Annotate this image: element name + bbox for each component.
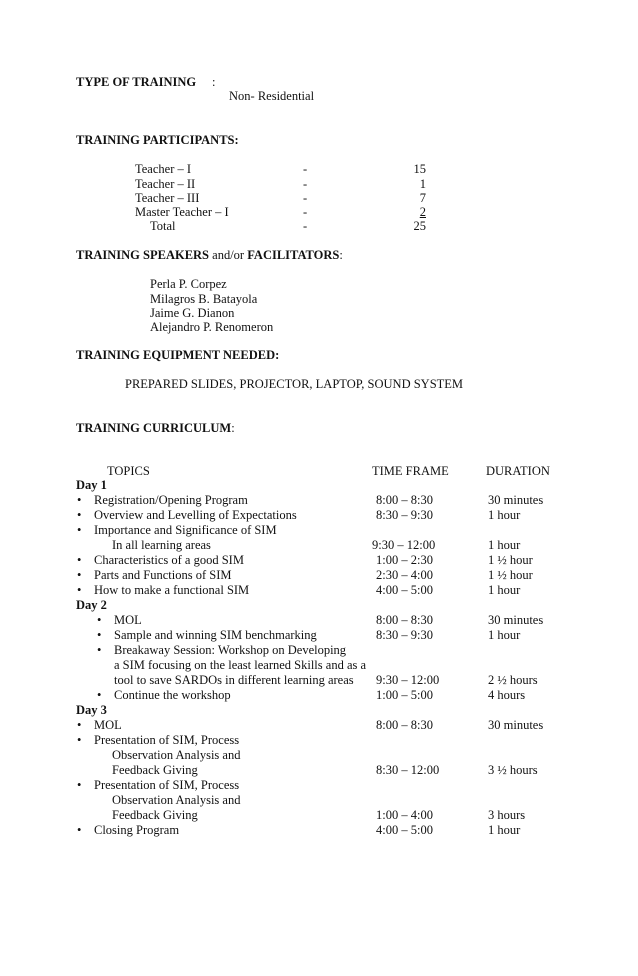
participant-role: Master Teacher – I — [135, 205, 229, 219]
speaker-name: Alejandro P. Renomeron — [150, 320, 274, 334]
topic-continuation: Feedback Giving — [112, 763, 198, 777]
day-2-label: Day 2 — [76, 598, 107, 612]
time-frame: 1:00 – 4:00 — [376, 808, 433, 822]
speaker-name: Perla P. Corpez — [150, 277, 227, 291]
time-frame: 8:30 – 9:30 — [376, 628, 433, 642]
participant-dash: - — [303, 205, 308, 219]
participants-heading: TRAINING PARTICIPANTS: — [76, 133, 239, 147]
time-frame: 8:00 – 8:30 — [376, 718, 433, 732]
duration: 1 hour — [488, 628, 521, 642]
topic-continuation: a SIM focusing on the least learned Skills and as a — [114, 658, 367, 672]
col-time-frame: TIME FRAME — [372, 464, 449, 478]
participants-total-dash: - — [303, 219, 308, 233]
participants-total-label: Total — [150, 219, 176, 233]
topic-item: • Overview and Levelling of Expectations — [94, 508, 297, 523]
time-frame: 1:00 – 5:00 — [376, 688, 433, 702]
topic-item: • Presentation of SIM, Process — [94, 733, 239, 748]
speakers-heading-part: FACILITATORS — [247, 248, 340, 262]
time-frame: 1:00 – 2:30 — [376, 553, 433, 567]
col-duration: DURATION — [486, 464, 550, 478]
duration: 4 hours — [488, 688, 526, 702]
participant-dash: - — [303, 191, 308, 205]
equipment-heading: TRAINING EQUIPMENT NEEDED: — [76, 348, 280, 362]
col-topics: TOPICS — [107, 464, 150, 478]
topic-item: • Closing Program — [94, 823, 179, 838]
speaker-name: Milagros B. Batayola — [150, 292, 258, 306]
duration: 1 hour — [488, 538, 521, 552]
duration: 3 hours — [488, 808, 526, 822]
curriculum-heading-text: TRAINING CURRICULUM — [76, 421, 232, 435]
duration: 1 ½ hour — [488, 568, 533, 582]
time-frame: 4:00 – 5:00 — [376, 583, 433, 597]
speakers-heading-part: TRAINING SPEAKERS — [76, 248, 210, 262]
topic-continuation: Observation Analysis and — [112, 793, 241, 807]
time-frame: 2:30 – 4:00 — [376, 568, 433, 582]
participant-count: 1 — [419, 177, 426, 191]
type-of-training-value: Non- Residential — [229, 89, 315, 103]
time-frame: 8:30 – 9:30 — [376, 508, 433, 522]
topic-item: • Parts and Functions of SIM — [94, 568, 232, 583]
type-of-training-colon: : — [212, 75, 216, 89]
topic-item: • Continue the workshop — [114, 688, 231, 703]
curriculum-heading-colon: : — [231, 421, 235, 435]
speakers-heading-part: : — [339, 248, 343, 262]
participant-count: 7 — [419, 191, 426, 205]
participant-count: 2 — [419, 205, 426, 219]
participant-role: Teacher – I — [135, 162, 192, 176]
curriculum-heading — [76, 421, 235, 436]
duration: 2 ½ hours — [488, 673, 538, 687]
duration: 3 ½ hours — [488, 763, 538, 777]
topic-item: • MOL — [94, 718, 122, 733]
time-frame: 9:30 – 12:00 — [372, 538, 436, 552]
participant-count: 15 — [413, 162, 426, 176]
topic-item: • Importance and Significance of SIM — [94, 523, 277, 538]
time-frame: 4:00 – 5:00 — [376, 823, 433, 837]
topic-continuation: In all learning areas — [112, 538, 211, 552]
duration: 30 minutes — [488, 718, 544, 732]
topic-item: • Sample and winning SIM benchmarking — [114, 628, 317, 643]
topic-item: • Characteristics of a good SIM — [94, 553, 244, 568]
participant-dash: - — [303, 162, 308, 176]
duration: 1 hour — [488, 508, 521, 522]
duration: 1 hour — [488, 823, 521, 837]
topic-item: • Presentation of SIM, Process — [94, 778, 239, 793]
participant-dash: - — [303, 177, 308, 191]
topic-item: • Registration/Opening Program — [94, 493, 248, 508]
duration: 1 ½ hour — [488, 553, 533, 567]
duration: 1 hour — [488, 583, 521, 597]
time-frame: 8:00 – 8:30 — [376, 493, 433, 507]
topic-item: • MOL — [114, 613, 142, 628]
type-of-training-heading: TYPE OF TRAINING — [76, 75, 197, 89]
duration: 30 minutes — [488, 613, 544, 627]
time-frame: 8:00 – 8:30 — [376, 613, 433, 627]
topic-item: • Breakaway Session: Workshop on Developing — [114, 643, 346, 658]
participant-role: Teacher – III — [135, 191, 200, 205]
time-frame: 8:30 – 12:00 — [376, 763, 440, 777]
participants-total-count: 25 — [413, 219, 426, 233]
day-3-label: Day 3 — [76, 703, 107, 717]
topic-continuation: Observation Analysis and — [112, 748, 241, 762]
topic-item: • How to make a functional SIM — [94, 583, 249, 598]
topic-continuation: tool to save SARDOs in different learning areas — [114, 673, 354, 687]
speaker-name: Jaime G. Dianon — [150, 306, 235, 320]
equipment-value: PREPARED SLIDES, PROJECTOR, LAPTOP, SOUND SYSTEM — [125, 377, 464, 391]
day-1-label: Day 1 — [76, 478, 107, 492]
time-frame: 9:30 – 12:00 — [376, 673, 440, 687]
duration: 30 minutes — [488, 493, 544, 507]
speakers-heading — [76, 248, 343, 263]
speakers-heading-part: and/or — [209, 248, 248, 262]
participant-role: Teacher – II — [135, 177, 196, 191]
topic-continuation: Feedback Giving — [112, 808, 198, 822]
